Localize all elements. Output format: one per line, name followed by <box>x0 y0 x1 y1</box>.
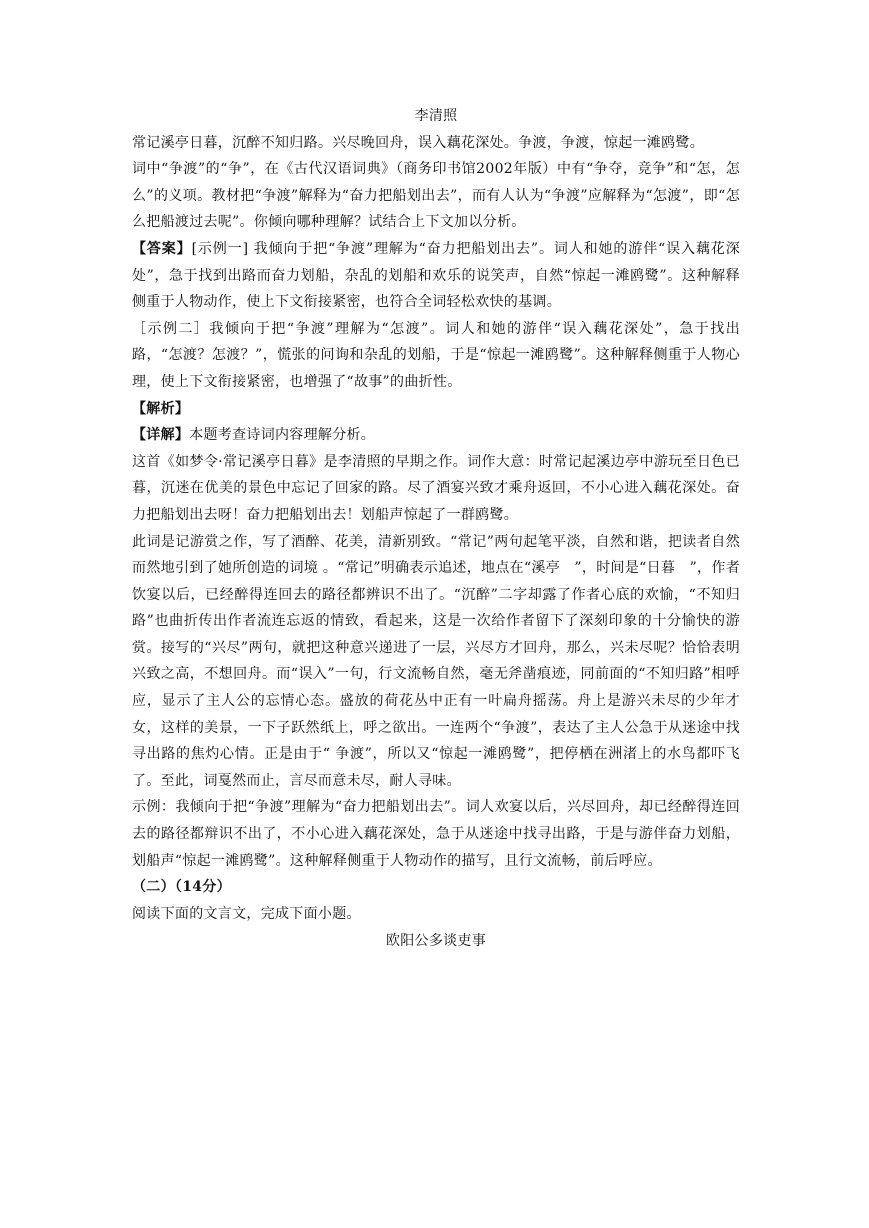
detail-text: 本题考查诗词内容理解分析。 <box>189 427 376 444</box>
detail-label: 【详解】 <box>132 427 190 444</box>
poem-text: 常记溪亭日暮，沉醉不知归路。兴尽晚回舟，误入藕花深处。争渡，争渡，惊起一滩鸥鹭。 <box>132 134 704 151</box>
question-text: 词中“争渡”的“争”，在《古代汉语词典》（商务印书馆2002年版）中有“争夺，竞争”和“怎，怎么”的义项。教材把“争渡”解释为“奋力把船划出去”，而有人认为“争渡”应解释为“怎渡”，即“怎么把船渡过去呢”。你倾向哪种理解？试结合上下文加以分析。 <box>132 161 740 231</box>
detail-line <box>132 422 740 449</box>
analysis-paragraph-2: 此词是记游赏之作，写了酒醉、花美，清新别致。“常记”两句起笔平淡，自然和谐，把读者自然而然地引到了她所创造的词境 。“常记”明确表示追述，地点在“溪亭 ”，时间是“日暮 ”，作者饮宴以后，已经醉得连回去的路径都辨识不出了。“沉醉”二字却露了作者心底的欢愉，“不知归路”也曲折传出作者流连忘返的情致，看起来，这是一次给作者留下了深刻印象的十分愉快的游赏。接写的“兴尽”两句，就把这种意兴递进了一层，兴尽方才回舟，那么，兴未尽呢？恰恰表明兴致之高，不想回舟。而“误入”一句，行文流畅自然，毫无斧凿痕迹，同前面的“不知归路”相呼应，显示了主人公的忘情心态。盛放的荷花丛中正有一叶扁舟摇荡。舟上是游兴未尽的少年才女，这样的美景，一下子跃然纸上，呼之欲出。一连两个“争渡”，表达了主人公急于从迷途中找寻出路的焦灼心情。正是由于“ 争渡”，所以又“惊起一滩鸥鹭”，把停栖在洲渚上的水鸟都吓飞了。至此，词戛然而止，言尽而意未尽，耐人寻味。 <box>132 533 740 789</box>
answer-example-1-text: [示例一] 我倾向于把“争渡”理解为“奋力把船划出去”。词人和她的游伴“误入藕花深处”，急于找到出路而奋力划船，杂乱的划船和欢乐的说笑声，自然“惊起一滩鸥鹭”。这种解释侧重于人物动作，使上下文衔接紧密，也符合全词轻松欢快的基调。 <box>132 240 740 311</box>
passage-title: 欧阳公多谈吏事 <box>385 933 487 950</box>
analysis-label: 【解析】 <box>132 400 190 417</box>
answer-example-2: ［示例二］我倾向于把“争渡”理解为“怎渡”。词人和她的游伴“误入藕花深处”，急于找出路，“怎渡？怎渡？”，慌张的问询和杂乱的划船，于是“惊起一滩鸥鹭”。这种解释侧重于人物心理，使上下文衔接紧密，也增强了“故事”的曲折性。 <box>132 320 740 390</box>
answer-example-1 <box>132 236 740 316</box>
section-heading: （二）（14分） <box>132 879 231 896</box>
section-instruction: 阅读下面的文言文，完成下面小题。 <box>132 905 361 922</box>
analysis-paragraph-3: 示例：我倾向于把“争渡”理解为“奋力把船划出去”。词人欢宴以后，兴尽回舟，却已经醉得连回去的路径都辩识不出了，不小心进入藕花深处，急于从迷途中找寻出路，于是与游伴奋力划船，划船声“惊起一滩鸥鹭”。这种解释侧重于人物动作的描写，且行文流畅，前后呼应。 <box>132 799 740 869</box>
answer-label: 【答案】 <box>132 240 192 257</box>
document-body <box>132 103 740 955</box>
poem-author: 李清照 <box>414 108 458 124</box>
analysis-paragraph-1: 这首《如梦令·常记溪亭日暮》是李清照的早期之作。词作大意：时常记起溪边亭中游玩至日色已暮，沉迷在优美的景色中忘记了回家的路。尽了酒宴兴致才乘舟返回，不小心进入藕花深处。奋力把船划出去呀！奋力把船划出去！划船声惊起了一群鸥鹭。 <box>132 453 740 523</box>
